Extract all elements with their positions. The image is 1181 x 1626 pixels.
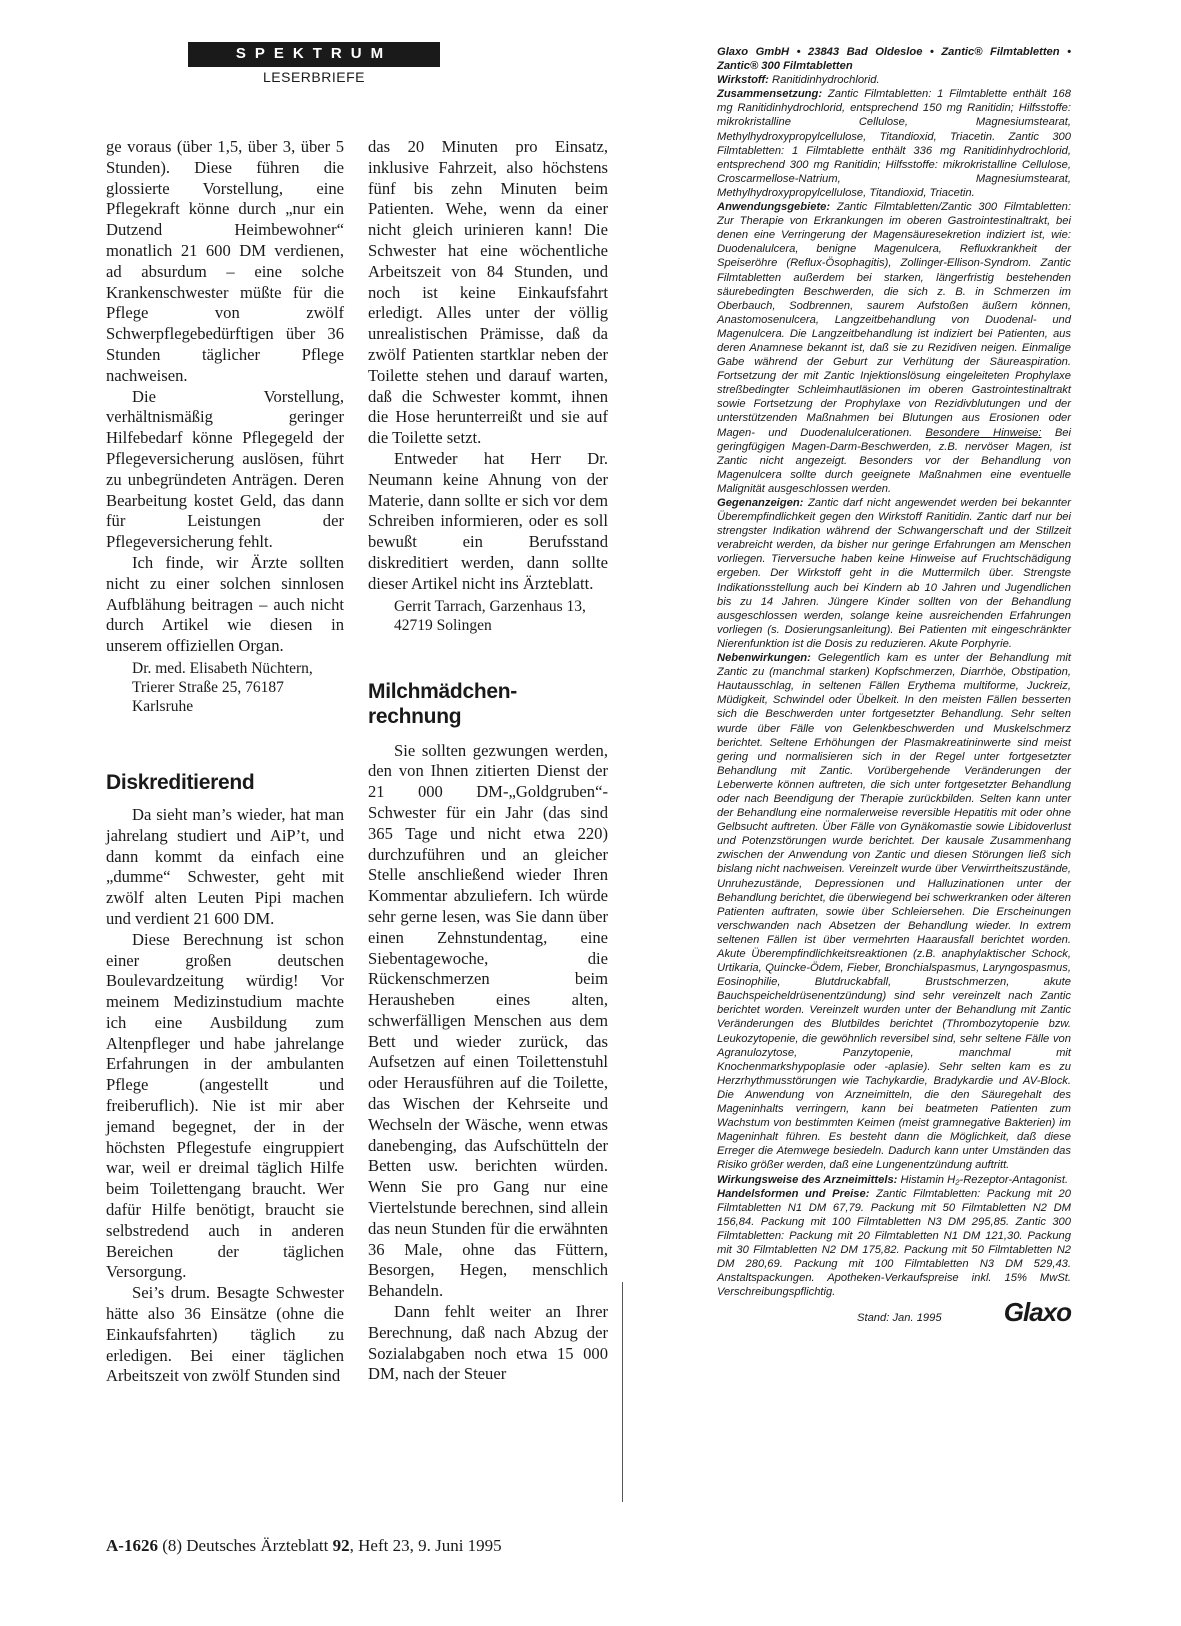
column-divider — [622, 1282, 623, 1502]
header-rule — [188, 66, 440, 67]
ad-text: Zantic Filmtabletten/Zantic 300 Filmtabletten: Zur Therapie von Erkrankungen im oberen Gastrointestinaltrakt, bei denen eine Verringerung der Magensäuresekretion indiziert ist, wie: Duodenalulcera, benigne Magenulcera, Refluxkrankheit der Speiseröhre (Reflux-Ösophagitis), Zollinger-Ellison-Syndrom. Zantic Filmtabletten außerdem bei starken, längerfristig bestehenden säurebedingten Beschwerden, die sich z. B. in Schmerzen im Oberbauch, Sodbrennen, saurem Aufstoßen äußern können, Anastomosenulcera, Langzeitbehandlung von Duodenal- und Magenulcera. Die Langzeitbehandlung ist indiziert bei Patienten, aus deren Anamnese bekannt ist, daß sie zu Rezidiven neigen. Einmalige Gabe während der Geburt zur Verhütung der Säureaspiration. Fortsetzung der mit Zantic Injektionslösung eingeleiteten Prophylaxe streßbedingter Schleimhautläsionen im oberen Gastrointestinaltrakt sowie Fortsetzung der Prophylaxe von Rezidivblutungen und der unterstützenden Maßnahmen bei Blutungen aus Erosionen oder Magen- und Duodenalulcerationen. — [717, 201, 1071, 439]
paragraph: Da sieht man’s wieder, hat man jahrelang studiert und AiP’t, und dann kommt da einfach eine „dumme“ Schwester, geht mit zwölf alten Leuten Pipi machen und verdient 21 600 DM. — [106, 804, 344, 928]
ad-text: Bei geringfügigen Magen-Darm-Beschwerden, z.B. nervöser Magen, ist Zantic nicht angezeigt. Besonders vor der Behandlung von Magenulcera sollte durch geeignete Maßnahmen eine eventuelle Malignität ausgeschlossen werden. — [717, 426, 1071, 495]
letter-signature: Gerrit Tarrach, Garzenhaus 13, 42719 Solingen — [394, 597, 586, 634]
ad-label: Wirkungsweise des Arzneimittels: — [717, 1173, 898, 1186]
ad-text: Histamin H₂-Rezeptor-Antagonist. — [897, 1173, 1069, 1186]
letter-heading-line: rechnung — [368, 704, 462, 728]
section-subheader: LESERBRIEFE — [263, 69, 365, 85]
ad-label: Anwendungsgebiete: — [717, 201, 831, 214]
pharma-ad-box — [717, 45, 1071, 1328]
paragraph: Dann fehlt weiter an Ihrer Berechnung, daß nach Abzug der Sozialabgaben noch etwa 15 000 DM, nach der Steuer — [368, 1302, 608, 1384]
ad-text: Ranitidinhydrochlorid. — [768, 74, 880, 87]
ad-section — [717, 651, 1071, 1172]
ad-title: Glaxo GmbH • 23843 Bad Oldesloe • Zantic® Filmtabletten • Zantic® 300 Filmtabletten — [717, 46, 1071, 73]
ad-label: Gegenanzeigen: — [717, 497, 804, 509]
ad-label-underlined: Besondere Hinweise: — [925, 426, 1042, 439]
ad-section — [717, 496, 1071, 651]
ad-text: Zantic Filmtabletten: 1 Filmtablette enthält 168 mg Ranitidinhydrochlorid, entsprechend 150 mg Ranitidin; Hilfsstoffe: mikrokristalline Cellulose, Magnesiumstearat, Methylhydroxypropylcellulose, Titandioxid, Triacetin. Zantic 300 Filmtabletten: 1 Filmtablette enthält 336 mg Ranitidinhydrochlorid, entsprechend 300 mg Ranitidin; Hilfsstoffe: mikrokristalline Cellulose, Croscarmellose-Natrium, Magnesiumstearat, Methylhydroxypropylcellulose, Titandioxid, Triacetin. — [717, 88, 1071, 199]
ad-section — [717, 1173, 1071, 1187]
page-number: A-1626 — [106, 1536, 158, 1555]
ad-label: Nebenwirkungen: — [717, 652, 811, 665]
paragraph: Sei’s drum. Besagte Schwester hätte also 36 Einsätze (ohne die Einkaufsfahrten) täglich zu erledigen. Bei einer täglichen Arbeitszeit von zwölf Stunden sind — [106, 1283, 344, 1386]
ad-section — [717, 87, 1071, 200]
ad-section — [717, 200, 1071, 496]
letter-heading: Diskreditierend — [106, 770, 255, 794]
paragraph: Ich finde, wir Ärzte sollten nicht zu einer solchen sinnlosen Aufblähung beitragen – auch nicht durch Artikel wie diesen in unserem offiziellen Organ. — [106, 552, 344, 656]
ad-stand-date: Stand: Jan. 1995 — [857, 1312, 942, 1325]
letter-heading-line: Milchmädchen- — [368, 679, 517, 703]
letter-signature: Dr. med. Elisabeth Nüchtern, Trierer Straße 25, 76187 Karlsruhe — [132, 659, 313, 715]
text-column-1 — [106, 137, 344, 1387]
ad-section — [717, 73, 1071, 87]
ad-text: Zantic darf nicht angewendet werden bei bekannter Überempfindlichkeit gegen den Wirkstoff Ranitidin. Zantic darf nur bei strengster Indikation während der Schwangerschaft und der Stillzeit verabreicht werden, da bisher nur geringe Erfahrungen am Menschen vorliegen. Tierversuche haben keine Hinweise auf Fruchtschädigung ergeben. Der Wirkstoff geht in die Muttermilch über. Strengste Indikationsstellung auch bei Kindern ab 10 Jahren und Jugendlichen bis zu 14 Jahren. Jüngere Kinder sollten von der Behandlung ausgeschlossen werden, solange keine ausreichenden Erfahrungen vorliegen (s. Dosierungsanleitung). Bei Patienten mit eingeschränkter Nierenfunktion ist die Dosis zu reduzieren. Akute Porphyrie. — [717, 497, 1071, 650]
section-header: SPEKTRUM — [188, 42, 440, 66]
footer-text: , Heft 23, 9. Juni 1995 — [349, 1536, 502, 1555]
ad-label: Zusammensetzung: — [717, 88, 823, 101]
ad-section — [717, 1187, 1071, 1300]
page-footer — [106, 1536, 502, 1556]
paragraph: Entweder hat Herr Dr. Neumann keine Ahnung von der Materie, dann sollte er sich vor dem Schreiben informieren, oder es soll bewußt ein Berufsstand diskreditiert werden, dann sollte dieser Artikel nicht ins Ärzteblatt. — [368, 448, 608, 593]
paragraph: Diese Berechnung ist schon einer großen deutschen Boulevardzeitung würdig! Vor meinem Medizinstudium machte ich eine Ausbildung zum Altenpfleger und habe jahrelange Erfahrungen in der ambulanten Pflege (angestellt und freiberuflich). Nie ist mir aber jemand begegnet, der in der höchsten Pflegestufe eingruppiert war, weil er dreimal täglich Hilfe beim Toilettengang braucht. Wer dafür Hilfe benötigt, braucht sie selbstredend auch in anderen Bereichen der täglichen Versorgung. — [106, 929, 344, 1282]
volume-number: 92 — [332, 1536, 350, 1555]
text-column-2 — [368, 137, 608, 1385]
ad-text: Zantic Filmtabletten: Packung mit 20 Filmtabletten N1 DM 67,79. Packung mit 50 Filmtabletten N2 DM 156,84. Packung mit 100 Filmtabletten N3 DM 295,85. Zantic 300 Filmtabletten: Packung mit 20 Filmtabletten N1 DM 121,30. Packung mit 30 Filmtabletten N2 DM 175,82. Packung mit 50 Filmtabletten N2 DM 280,69. Packung mit 100 Filmtabletten N3 DM 529,43. Anstaltspackungen. Apotheken-Verkaufspreise inkl. 15% MwSt. Verschreibungspflichtig. — [717, 1187, 1071, 1299]
ad-label: Handelsformen und Preise: — [717, 1187, 870, 1200]
ad-label: Wirkstoff: — [717, 74, 769, 87]
glaxo-logo: Glaxo — [1003, 1297, 1071, 1328]
paragraph: ge voraus (über 1,5, über 3, über 5 Stunden). Diese führen die glossierte Vorstellung, eine Pflegekraft könne durch „nur ein Dutzend Heimbewohner“ monatlich 21 600 DM verdienen, ad absurdum – eine solche Krankenschwester müßte für die Pflege von zwölf Schwerpflegebedürftigen über 36 Stunden täglicher Pflege nachweisen. — [106, 137, 344, 385]
ad-text: Gelegentlich kam es unter der Behandlung mit Zantic zu (manchmal starken) Kopfschmerzen, Diarrhöe, Obstipation, Hautausschlag, in seltenen Fällen Erythema multiforme, Juckreiz, Müdigkeit, Schwindel oder Übelkeit. In den meisten Fällen besserten sich die Beschwerden unter fortgesetzter Behandlung. Sehr selten wurde über Fälle von Gelenkbeschwerden und Muskelschmerz berichtet. Seltene Erhöhungen der Plasmakreatininwerte sind meist gering und normalisieren sich in der Regel unter fortgesetzter Behandlung mit Zantic. Vorübergehende Veränderungen der Leberwerte können auftreten, die sich unter fortgesetzter Behandlung oder nach Beendigung der Therapie zurückbilden. Selten kann unter der Behandlung eine normalerweise reversible Hepatitis mit oder ohne Gelbsucht auftreten. Über Fälle von Gynäkomastie sowie Libidoverlust und Potenzstörungen wurde berichtet. Der kausale Zusammenhang zwischen der Anwendung von Zantic und diesen Störungen ließ sich bislang nicht nachweisen. Vereinzelt wurde über Verwirrtheitszustände, Unruhezustände, Depressionen und Halluzinationen unter der Behandlung berichtet, die überwiegend bei schwerkranken oder älteren Patienten auftraten, sowie über Schleiersehen. Die Erscheinungen verschwanden nach Absetzen der Behandlung wieder. In extrem seltenen Fällen ist über vermehrten Haarausfall berichtet worden. Akute Überempfindlichkeitsreaktionen (z.B. anaphylaktischer Schock, Urtikaria, Quincke-Ödem, Fieber, Bronchialspasmus, Laryngospasmus, Eosinophilie, Blutdruckabfall, Brustschmerzen, akute Bauchspeicheldrüsenentzündung) sind sehr vereinzelt nach Zantic berichtet worden. Vereinzelt wurden unter der Behandlung mit Zantic Veränderungen des Blutbildes berichtet (Thrombozytopenie bzw. Leukozytopenie, die gewöhnlich reversibel sind, sehr seltene Fälle von Agranulozytose, Panzytopenie, manchmal mit Knochenmarkshypoplasie oder -aplasie). Sehr selten kam es zu Herzrhythmusstörungen wie Tachykardie, Bradykardie und AV-Block. Die Anwendung von Arzneimitteln, die den Säuregehalt des Mageninhalts verringern, kann bei beatmeten Patienten zum Wachstum von bestimmten Keimen (meist gramnegative Bakterien) im Mageninhalt führen. Es besteht dann die Möglichkeit, daß diese Erreger die Atemwege besiedeln. Dadurch kann unter Umständen das Risiko größer werden, daß eine Lungenentzündung auftritt. — [717, 652, 1071, 1172]
paragraph: Die Vorstellung, verhältnismäßig geringer Hilfebedarf könne Pflegegeld der Pflegeversicherung auslösen, führt zu unbegründeten Anträgen. Deren Bearbeitung kostet Geld, das dann für Leistungen der Pflegeversicherung fehlt. — [106, 386, 344, 552]
paragraph: Sie sollten gezwungen werden, den von Ihnen zitierten Dienst der 21 000 DM-„Goldgruben“-Schwester für ein Jahr (das sind 365 Tage und nicht etwa 220) durchzuführen und an gleicher Stelle anschließend wieder Ihren Kommentar abzuliefern. Ich würde sehr gerne lesen, was Sie dann über einen Zehnstundentag, eine Siebentagewoche, die Rückenschmerzen beim Herausheben eines alten, schwerfälligen Menschen aus dem Bett und wieder zurück, das Aufsetzen auf einen Toilettenstuhl oder Herausführen auf die Toilette, das Wischen der Kehrseite und Wechseln der Wäsche, wenn etwas danebenging, das Aufschütteln der Betten usw. berichten würden. Wenn Sie pro Gang nur eine Viertelstunde berechnen, sind allein das neun Stunden für die erwähnten 36 Male, ohne das Füttern, Besorgen, Hegen, menschlich Behandeln. — [368, 740, 608, 1301]
paragraph: das 20 Minuten pro Einsatz, inklusive Fahrzeit, also höchstens fünf bis zehn Minuten beim Patienten. Wehe, wenn da einer nicht gleich urinieren kann! Die Schwester hat eine wöchentliche Arbeitszeit von 84 Stunden, und noch ist keine Einkaufsfahrt erledigt. Alles unter der völlig unrealistischen Prämisse, daß da zwölf Patienten startklar neben der Toilette stehen und darauf warten, daß die Schwester kommt, ihnen die Hose herunterreißt und sie auf die Toilette setzt. — [368, 137, 608, 448]
footer-text: (8) Deutsches Ärzteblatt — [157, 1536, 333, 1555]
ad-footer — [717, 1297, 1071, 1328]
letter-heading — [368, 679, 608, 729]
